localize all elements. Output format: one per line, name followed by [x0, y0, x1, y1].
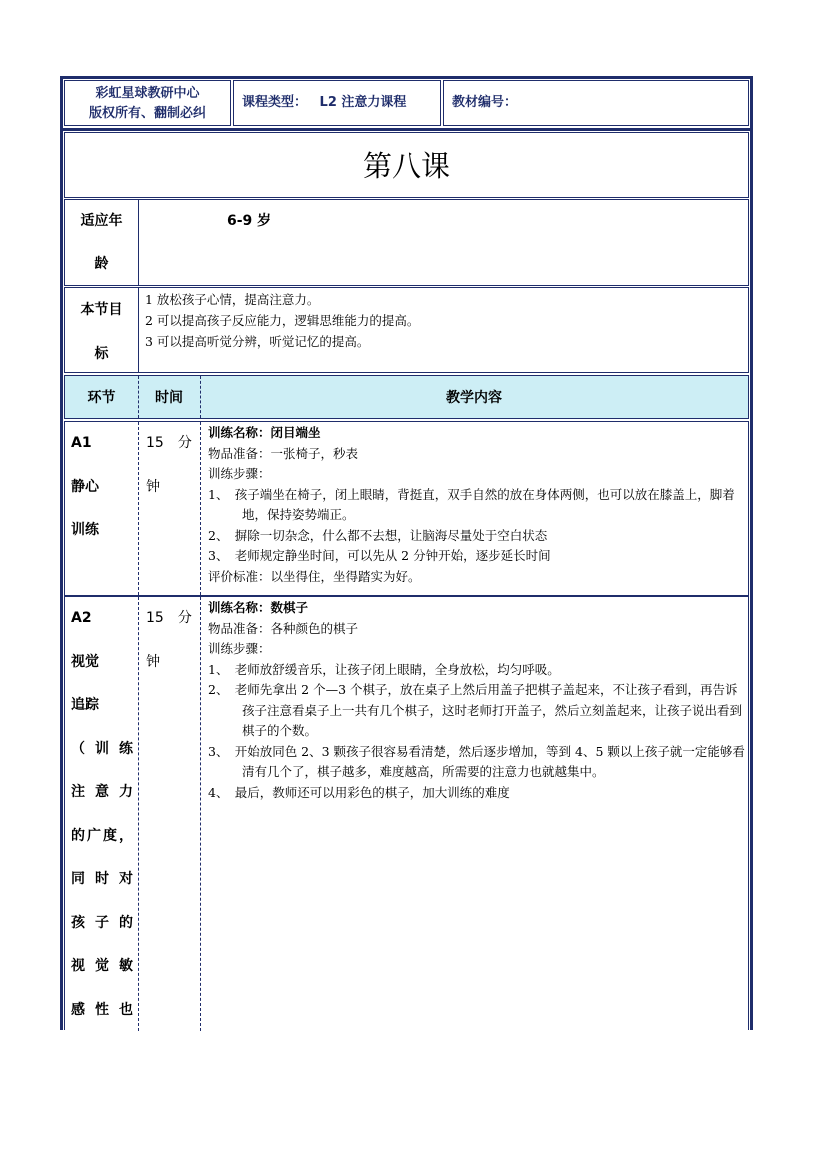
- a2-section-label: [71, 597, 133, 1032]
- a1-code: A1: [71, 435, 92, 451]
- a1-materials: 物品准备：一张椅子，秒表: [208, 445, 359, 461]
- goal-item: 2 可以提高孩子反应能力，逻辑思维能力的提高。: [145, 313, 420, 328]
- goals-label-1: 本节目: [80, 302, 123, 318]
- goals-list: [145, 289, 745, 352]
- a1-line: 训练: [71, 522, 99, 538]
- a1-step: 3、 老师规定静坐时间，可以先从 2 分钟开始，逐步延长时间: [208, 548, 551, 563]
- a2-line: 视觉: [71, 653, 99, 670]
- course-type-cell: [233, 80, 441, 126]
- a1-divider-2: [200, 422, 201, 595]
- a2-row: [64, 596, 749, 1030]
- a1-training-name: 训练名称：闭目端坐: [208, 425, 321, 440]
- a2-line: 同时对: [71, 871, 133, 887]
- age-label-1: 适应年: [80, 213, 123, 229]
- a2-training-name: 训练名称：数棋子: [208, 600, 309, 615]
- age-divider: [138, 200, 139, 285]
- a2-step: 1、 老师放舒缓音乐，让孩子闭上眼睛，全身放松，均匀呼吸。: [208, 661, 560, 677]
- a1-time-unit: 钟: [146, 478, 160, 495]
- a1-line: 静心: [71, 478, 99, 495]
- a2-step: 2、 老师先拿出 2 个—3 个棋子，放在桌子上然后用盖子把棋子盖起来，不让孩子看到，再告诉孩子注意看桌子上一共有几个棋子，这时老师打开盖子，然后立刻盖起来，让孩子说出看到棋子的个数。: [208, 682, 743, 738]
- a2-line: （训练: [71, 740, 133, 757]
- header-divider: [63, 128, 750, 131]
- a2-time: [146, 597, 192, 684]
- goal-item: 3 可以提高听觉分辨，听觉记忆的提高。: [145, 334, 370, 349]
- a1-content: [208, 423, 745, 587]
- a2-line: 孩子的: [71, 914, 133, 931]
- a2-steps-label: 训练步骤：: [208, 641, 271, 656]
- material-no-label: 教材编号：: [452, 95, 518, 110]
- a1-step: 2、 摒除一切杂念，什么都不去想，让脑海尽量处于空白状态: [208, 527, 548, 543]
- goal-item: 1 放松孩子心情，提高注意力。: [145, 292, 320, 307]
- goals-row: [64, 287, 749, 373]
- a2-divider-1: [138, 597, 139, 1031]
- a1-criteria: 评价标准：以坐得住，坐得踏实为好。: [208, 568, 421, 584]
- a2-line: 的广度，: [71, 827, 133, 844]
- a1-time: [146, 422, 192, 509]
- col-time-header: 时间: [155, 390, 183, 406]
- a1-time-value: 15 分: [146, 435, 192, 451]
- a2-line: 注意力: [71, 784, 133, 800]
- a2-content: [208, 598, 745, 803]
- a2-step: 3、 开始放同色 2、3 颗孩子很容易看清楚，然后逐步增加，等到 4、5 颗以上孩子就一定能够看清有几个了，棋子越多，难度越高，所需要的注意力也就越集中。: [208, 743, 745, 779]
- goals-label-2: 标: [94, 346, 109, 362]
- age-label-2: 龄: [94, 256, 109, 272]
- age-row: [64, 199, 749, 286]
- document-header: [64, 80, 749, 126]
- a1-steps-label: 训练步骤：: [208, 466, 271, 481]
- table-header-row: [64, 375, 749, 419]
- course-type-label: 课程类型：: [242, 95, 308, 110]
- a2-step: 4、 最后，教师还可以用彩色的棋子，加大训练的难度: [208, 784, 510, 800]
- a1-step: 1、 孩子端坐在椅子，闭上眼睛，背挺直，双手自然的放在身体两侧，也可以放在膝盖上，脚着地，保持姿势端正。: [208, 486, 735, 522]
- a1-divider-1: [138, 422, 139, 595]
- a1-section-label: [71, 422, 99, 553]
- org-cell: [64, 80, 231, 126]
- col-section-header: 环节: [87, 390, 116, 406]
- a1-row: [64, 421, 749, 596]
- a2-line: 感性也: [71, 1001, 133, 1018]
- material-no-cell: [443, 80, 749, 126]
- course-type-value: L2 注意力课程: [319, 95, 407, 110]
- col-content-header: 教学内容: [446, 390, 502, 406]
- lesson-title: 第八课: [64, 132, 749, 198]
- a2-code: A2: [71, 610, 92, 626]
- copyright-note: 版权所有、翻制必纠: [88, 106, 206, 121]
- a2-materials: 物品准备：各种颜色的棋子: [208, 620, 359, 636]
- a2-time-value: 15 分: [146, 610, 192, 626]
- age-value: 6-9 岁: [227, 213, 272, 229]
- a2-line: 视觉敏: [71, 958, 133, 974]
- goals-divider: [138, 288, 139, 372]
- a2-time-unit: 钟: [146, 653, 160, 670]
- a2-line: 追踪: [71, 697, 99, 713]
- org-name: 彩虹星球教研中心: [95, 86, 200, 101]
- a2-divider-2: [200, 597, 201, 1031]
